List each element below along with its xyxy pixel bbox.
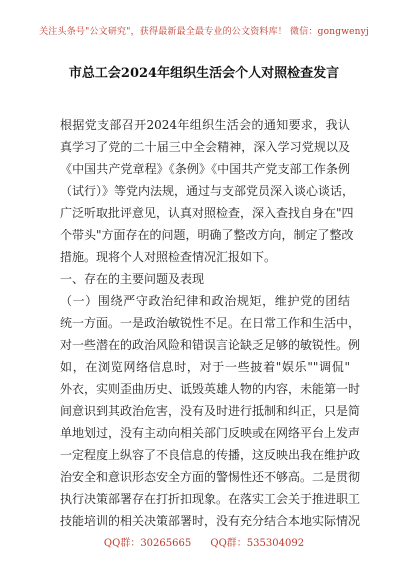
- top-promo-banner: 关注头条号"公文研究"，获得最新最全最专业的公文资料库！ 微信：gongwenyj: [39, 27, 369, 37]
- body-line: 技能培训的相关决策部署时，没有充分结合本地实际情况: [60, 514, 361, 528]
- document-body: [60, 114, 361, 532]
- body-line: （试行）》等党内法规，通过与支部党员深入谈心谈话，: [60, 184, 355, 198]
- body-line: （一）围绕严守政治纪律和政治规矩，维护党的团结: [60, 294, 350, 308]
- document-title: 市总工会2024年组织生活会个人对照检查发言: [68, 66, 340, 81]
- footer-qq-groups: [0, 534, 408, 549]
- body-line: 执行决策部署存在打折扣现象。在落实工会关于推进职工: [60, 492, 361, 506]
- body-line: 根据党支部召开2024年组织生活会的通知要求，我认: [60, 118, 350, 132]
- body-line: 单地划过，没有主动向相关部门反映或在网络平台上发声: [60, 426, 361, 440]
- body-line: 真学习了党的二十届三中全会精神，深入学习党规以及: [60, 140, 350, 154]
- body-line: 治安全和意识形态安全方面的警惕性还不够高。二是贯彻: [60, 470, 361, 484]
- body-line: 间意识到其政治危害，没有及时进行抵制和纠正，只是简: [60, 404, 361, 418]
- body-line: 一定程度上纵容了不良信息的传播，这反映出我在维护政: [60, 448, 361, 462]
- body-line: 统一方面。一是政治敏锐性不足。在日常工作和生活中，: [60, 316, 361, 330]
- footer-qq-group-2: QQ群：535304092: [210, 538, 305, 549]
- footer-qq-group-1: QQ群：30265665: [103, 538, 192, 549]
- body-line: 措施。现将个人对照检查情况汇报如下。: [60, 250, 277, 264]
- body-line: 外衣，实则歪曲历史、诋毁英雄人物的内容，未能第一时: [60, 382, 361, 396]
- body-line: 如，在浏览网络信息时，对于一些披着"娱乐""调侃": [60, 360, 350, 374]
- body-line: 一、存在的主要问题及表现: [60, 272, 205, 286]
- body-line: 广泛听取批评意见，认真对照检查，深入查找自身在"四: [60, 206, 354, 220]
- body-line: 对一些潜在的政治风险和错误言论缺乏足够的敏锐性。例: [60, 338, 361, 352]
- body-line: 《中国共产党章程》《条例》《中国共产党支部工作条例: [60, 162, 350, 176]
- body-line: 个带头"方面存在的问题，明确了整改方向，制定了整改: [60, 228, 354, 242]
